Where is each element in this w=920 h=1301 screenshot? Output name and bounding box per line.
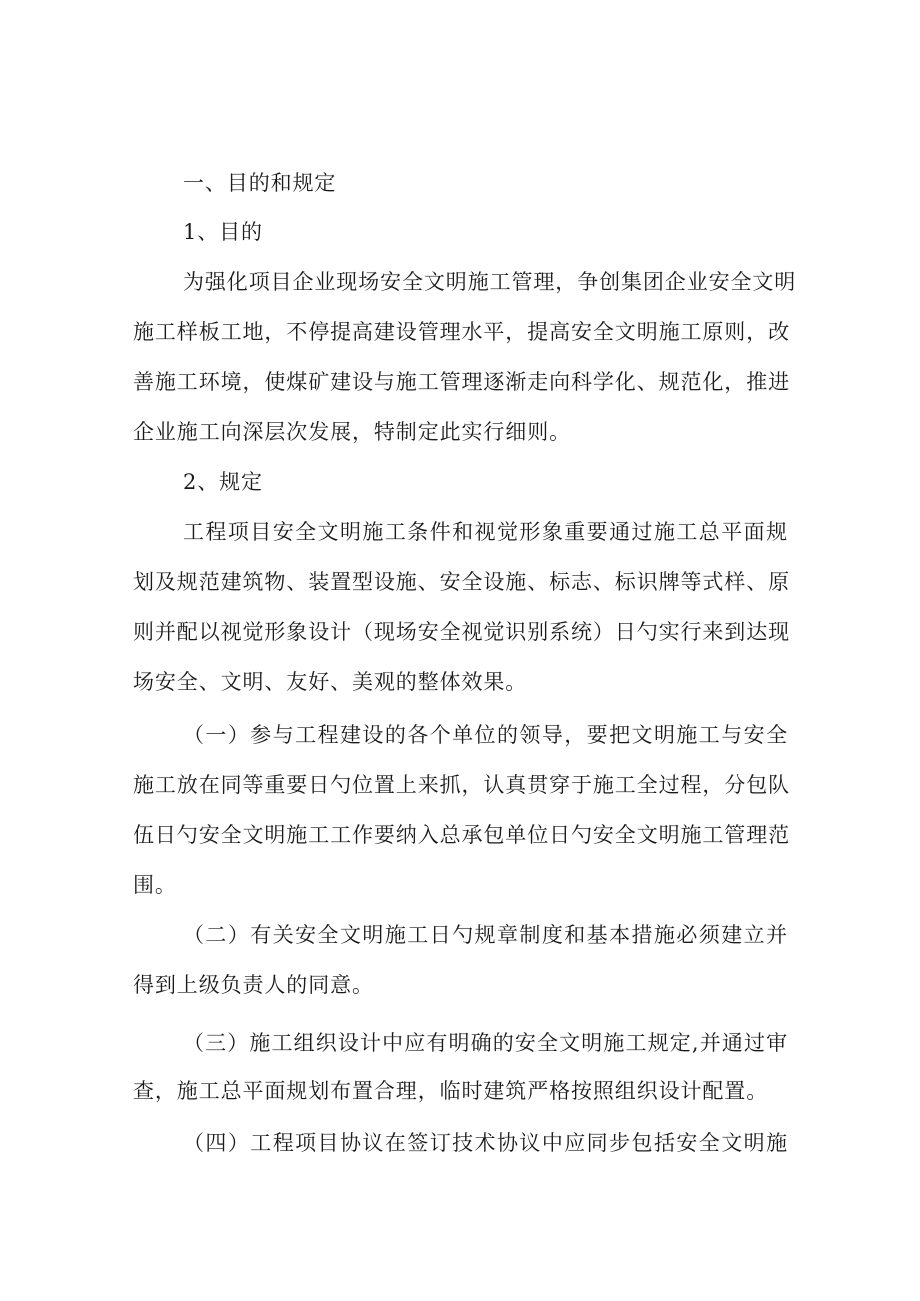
paragraph-line: 伍日勺安全文明施工工作要纳入总承包单位日勺安全文明施工管理范 — [133, 823, 790, 847]
paragraph-line: 为强化项目企业现场安全文明施工管理，争创集团企业安全文明 — [183, 270, 797, 294]
paragraph-line: （一）参与工程建设的各个单位的领导，要把文明施工与安全 — [183, 723, 788, 747]
paragraph-line: 查，施工总平面规划布置合理，临时建筑严格按照组织设计配置。 — [133, 1079, 769, 1103]
paragraph-line: 施工样板工地，不停提高建设管理水平，提高安全文明施工原则，改 — [133, 320, 790, 344]
paragraph-line: 善施工环境，使煤矿建设与施工管理逐渐走向科学化、规范化，推进 — [133, 370, 790, 394]
paragraph-line: 场安全、文明、友好、美观的整体效果。 — [133, 670, 528, 694]
paragraph-line: 得到上级负责人的同意。 — [133, 973, 374, 997]
paragraph-line: 划及规范建筑物、装置型设施、安全设施、标志、标识牌等式样、原 — [133, 570, 790, 594]
purpose-heading: 1、目的 — [183, 220, 263, 244]
paragraph-line: （四）工程项目协议在签订技术协议中应同步包括安全文明施 — [183, 1131, 788, 1155]
paragraph-line: 工程项目安全文明施工条件和视觉形象重要通过施工总平面规 — [183, 520, 788, 544]
paragraph-line: 企业施工向深层次发展，特制定此实行细则。 — [133, 420, 571, 444]
paragraph-line: 施工放在同等重要日勺位置上来抓，认真贯穿于施工全过程，分包队 — [133, 773, 790, 797]
paragraph-line: （二）有关安全文明施工日勺规章制度和基本措施必须建立并 — [183, 923, 788, 947]
paragraph-line: （三）施工组织设计中应有明确的安全文明施工规定,并通过审 — [183, 1031, 788, 1055]
paragraph-line: 围。 — [133, 873, 177, 897]
rules-heading: 2、规定 — [183, 470, 263, 494]
section-heading: 一、目的和规定 — [183, 171, 337, 195]
paragraph-line: 则并配以视觉形象设计（现场安全视觉识别系统）日勺实行来到达现 — [133, 620, 790, 644]
